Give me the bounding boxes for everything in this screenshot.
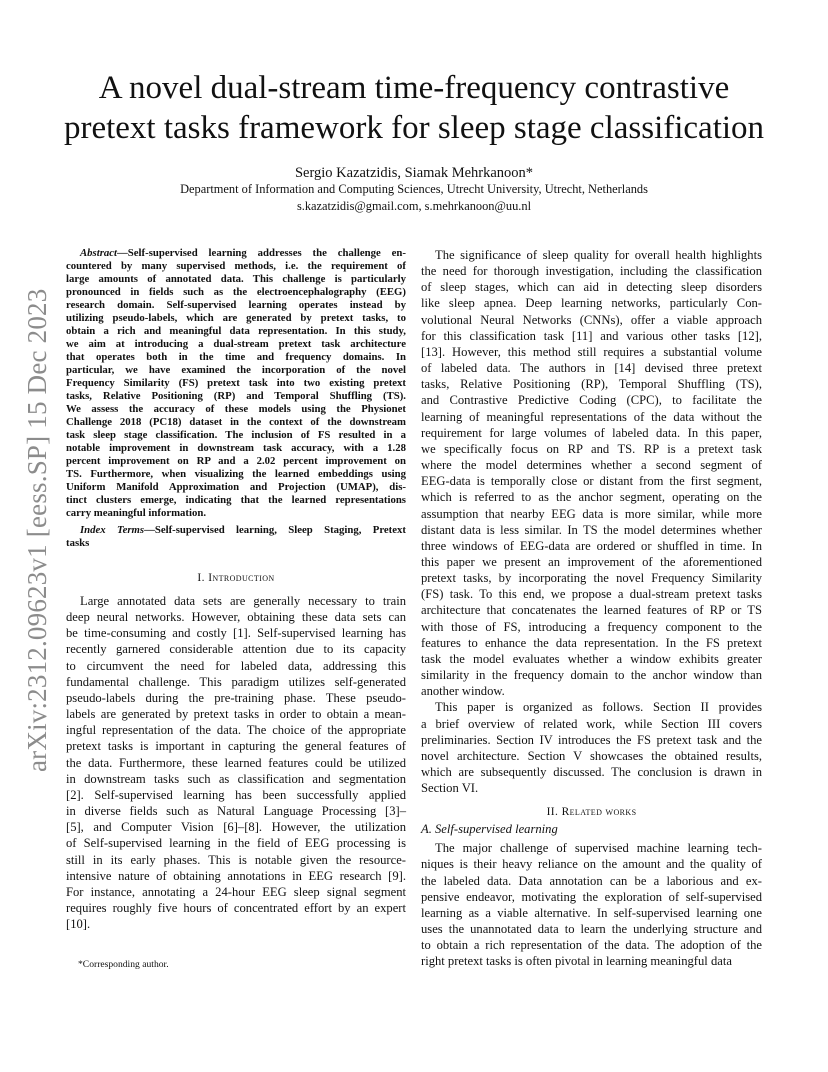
text-line: the labeled data. Data annotation can be a laborious and ex- xyxy=(421,873,762,888)
text-line: and Contrastive Predictive Coding (CPC), to facilitate the xyxy=(421,393,762,408)
text-line: uses the unannotated data to learn the underlying structure and xyxy=(421,922,762,937)
text-line: to circumvent the need for labeled data, addressing this xyxy=(66,658,406,673)
text-line: percent improvement on RP and a 2.02 percent improvement on xyxy=(66,455,406,467)
section-title: Introduction xyxy=(208,572,275,584)
text-line: pretext tasks, by incorporating the novel Frequency Similarity xyxy=(421,571,762,586)
text-line: of Self-supervised learning in the field of EEG processing is xyxy=(66,836,406,851)
text-line: (FS) task. To this end, we propose a dual-stream pretext tasks xyxy=(421,587,762,602)
text-line: fundamental challenge. This paradigm utilizes self-generated xyxy=(66,674,406,689)
text-line: intensive nature of obtaining annotations in EEG research [9]. xyxy=(66,868,406,883)
text-line: carry meaningful information. xyxy=(66,507,207,519)
text-line-content: —Self-supervised learning addresses the challenge en- xyxy=(117,247,406,259)
text-line: features to enhance the data representation. In the FS pretext xyxy=(421,635,762,650)
text-line: pronounced in fields such as the electroencephalography (EEG) xyxy=(66,286,406,298)
text-line: with those of FS, introducing a frequency component to the xyxy=(421,619,762,634)
text-line: the data. Furthermore, these learned features could be utilized xyxy=(66,755,406,770)
text-line: niques is their heavy reliance on the amount and the quality of xyxy=(421,857,762,872)
text-line xyxy=(66,247,406,260)
text-line: tasks, Relative Positioning (RP), Temporal Shuffling (TS), xyxy=(421,377,762,392)
text-line: in diverse fields such as Natural Language Processing [3]– xyxy=(66,804,406,819)
index-terms-line-2: tasks xyxy=(66,537,90,549)
arxiv-stamp-text: arXiv:2312.09623v1 [eess.SP] 15 Dec 2023 xyxy=(22,288,52,772)
text-line: For instance, annotating a 24-hour EEG sleep signal segment xyxy=(66,884,406,899)
text-line: labels are generated by pretext tasks in order to obtain a mean- xyxy=(66,707,406,722)
text-line: novel architecture. Section V showcases the obtained results, xyxy=(421,748,762,763)
text-line: This paper is organized as follows. Section II provides xyxy=(435,700,762,715)
text-line: [13]. However, this method still requires a substantial volume xyxy=(421,344,762,359)
affiliation-block xyxy=(0,181,828,215)
text-line: requirement for large volumes of labeled data. In this paper, xyxy=(421,425,762,440)
text-line: [5], and Computer Vision [6]–[8]. However, the utilization xyxy=(66,820,406,835)
section-number: I. xyxy=(197,572,205,584)
text-line: preliminaries. Section IV introduces the FS pretext task and the xyxy=(421,732,762,747)
text-line: for this classification task [11] and various other tasks [12], xyxy=(421,328,762,343)
abstract xyxy=(66,247,406,520)
text-line: of labeled data. The authors in [14] devised three pretext xyxy=(421,361,762,376)
text-line: volutional Neural Networks (CNNs), offer a viable approach xyxy=(421,312,762,327)
paper-title xyxy=(40,68,788,148)
text-line: to obtain a rich representation of the data. The adoption of the xyxy=(421,938,762,953)
text-line: right pretext tasks is often pivotal in learning meaningful data xyxy=(421,954,732,969)
text-line: a brief overview of related work, while Section III covers xyxy=(421,716,762,731)
text-line: Challenge 2018 (PC18) dataset in the context of the downstream xyxy=(66,416,406,428)
text-line: research domain. Self-supervised learning operates instead by xyxy=(66,299,406,311)
abstract-label: Abstract xyxy=(80,247,118,259)
text-line: pretext tasks is important in capturing the general features of xyxy=(66,739,406,754)
text-line: be time-consuming and costly [1]. Self-supervised learning has xyxy=(66,626,406,641)
text-line: of sleep stages, which can aid in detecting sleep disorders xyxy=(421,280,762,295)
text-line: pensive endeavor, motivating the exploration of self-supervised xyxy=(421,889,762,904)
text-line: we aim at introducing a dual-stream pretext task architecture xyxy=(66,338,406,350)
text-line: Frequency Similarity (FS) pretext task into two existing pretext xyxy=(66,377,406,389)
text-line: ingful representation of the data. The choice of the appropriate xyxy=(66,723,406,738)
text-line: still in its early phases. This is notable given the resource- xyxy=(66,852,406,867)
text-line: [10]. xyxy=(66,917,91,932)
authors: Sergio Kazatzidis, Siamak Mehrkanoon* xyxy=(294,165,534,181)
title-line-1: A novel dual-stream time-frequency contrastive xyxy=(98,70,730,106)
text-line: deep neural networks. However, obtaining these data sets can xyxy=(66,610,406,625)
section-title: Related works xyxy=(561,806,637,819)
text-line: assumption that nearby EEG data is more similar, while more xyxy=(421,506,762,521)
text-line: that operates both in the time and frequency domains. In xyxy=(66,351,406,363)
text-line: recently garnered considerable attention due to its capacity xyxy=(66,642,406,657)
text-line: utilizing pseudo-labels, which are generated by pretext tasks, to xyxy=(66,312,406,324)
text-line: [2]. Self-supervised learning has been successfully applied xyxy=(66,787,406,802)
affiliation: Department of Information and Computing Sciences, Utrecht University, Utrecht, Netherlands xyxy=(180,182,648,196)
subsection-heading-ssl: A. Self-supervised learning xyxy=(421,822,558,837)
paragraph-sleep-quality xyxy=(421,247,762,699)
text-line: particular, we have examined the incorporation of the novel xyxy=(66,364,406,376)
text-line: requires roughly five hours of concentrated effort by an expert xyxy=(66,900,406,915)
section-heading-introduction xyxy=(66,572,406,584)
section-number: II. xyxy=(546,806,559,819)
index-terms-line-1: —Self-supervised learning, Sleep Staging, Pretext xyxy=(144,524,406,536)
paragraph-organization xyxy=(421,699,762,796)
text-line: tasks, Relative Positioning (RP) and Temporal Shuffling (TS). xyxy=(66,390,406,402)
text-line: EEG-data is temporally close or distant from the first segment, xyxy=(421,474,762,489)
section-heading-related-works xyxy=(421,806,762,818)
introduction-paragraph xyxy=(66,593,406,932)
text-line: Uniform Manifold Approximation and Projection (UMAP), dis- xyxy=(66,481,406,493)
text-line: this paper we present an improvement of the aforementioned xyxy=(421,554,762,569)
text-line: learning as a viable alternative. In self-supervised learning one xyxy=(421,905,762,920)
text-line: in downstream tasks such as classification and segmentation xyxy=(66,771,406,786)
text-line: pseudo-labels during the pre-training phase. These pseudo- xyxy=(66,690,406,705)
text-line: where the model determines whether a second segment of xyxy=(421,458,762,473)
text-line: three windows of EEG-data are ordered or shuffled in time. In xyxy=(421,538,762,553)
text-line: which are subsequently discussed. The conclusion is drawn in xyxy=(421,765,762,779)
text-line: like sleep apnea. Deep learning networks, particularly Con- xyxy=(421,296,762,311)
text-line: learning of meaningful representations of the data without the xyxy=(421,409,762,424)
paragraph-ssl xyxy=(421,840,762,969)
text-line: notable improvement in downstream task accuracy, with a 1.28 xyxy=(66,442,406,454)
text-line: The major challenge of supervised machine learning tech- xyxy=(435,841,762,856)
index-terms-label: Index Terms xyxy=(80,524,145,536)
emails: s.kazatzidis@gmail.com, s.mehrkanoon@uu.nl xyxy=(296,199,532,213)
left-column xyxy=(66,247,406,970)
text-line: countered by many supervised methods, i.e. the requirement of xyxy=(66,260,406,272)
text-line: distant data is less similar. In TS the model determines whether xyxy=(421,522,762,537)
arxiv-stamp xyxy=(22,282,52,772)
text-line: The significance of sleep quality for overall health highlights xyxy=(435,248,762,262)
text-line: another window. xyxy=(421,684,505,699)
text-line: tinct clusters emerge, indicating that the learned representations xyxy=(66,494,406,506)
text-line: Large annotated data sets are generally necessary to train xyxy=(80,594,406,608)
text-line: Section VI. xyxy=(421,781,479,796)
text-line: architecture that concatenates the learned features of RP or TS xyxy=(421,603,762,618)
title-line-2: pretext tasks framework for sleep stage classification xyxy=(63,110,765,146)
text-line: We assess the accuracy of these models using the Physionet xyxy=(66,403,406,415)
text-line: we specifically focus on RP and TS. RP is a pretext task xyxy=(421,441,762,456)
footnote: *Corresponding author. xyxy=(78,959,169,970)
text-line: large amounts of annotated data. This challenge is particularly xyxy=(66,273,406,285)
right-column xyxy=(421,247,762,970)
text-line: obtain a rich and meaningful data representation. In this study, xyxy=(66,325,406,337)
text-line: which is referred to as the anchor segment, operating on the xyxy=(421,490,762,505)
text-line: the need for thorough investigation, including the classification xyxy=(421,264,762,279)
text-line: TS. Furthermore, when visualizing the learned embeddings using xyxy=(66,468,406,480)
text-line: task the model evaluates whether a window exhibits greater xyxy=(421,651,762,666)
index-terms xyxy=(66,524,406,550)
text-line: similarity in the frequency domain to the anchor window than xyxy=(421,668,762,683)
text-line: task sleep stage classification. The inclusion of FS resulted in a xyxy=(66,429,406,441)
